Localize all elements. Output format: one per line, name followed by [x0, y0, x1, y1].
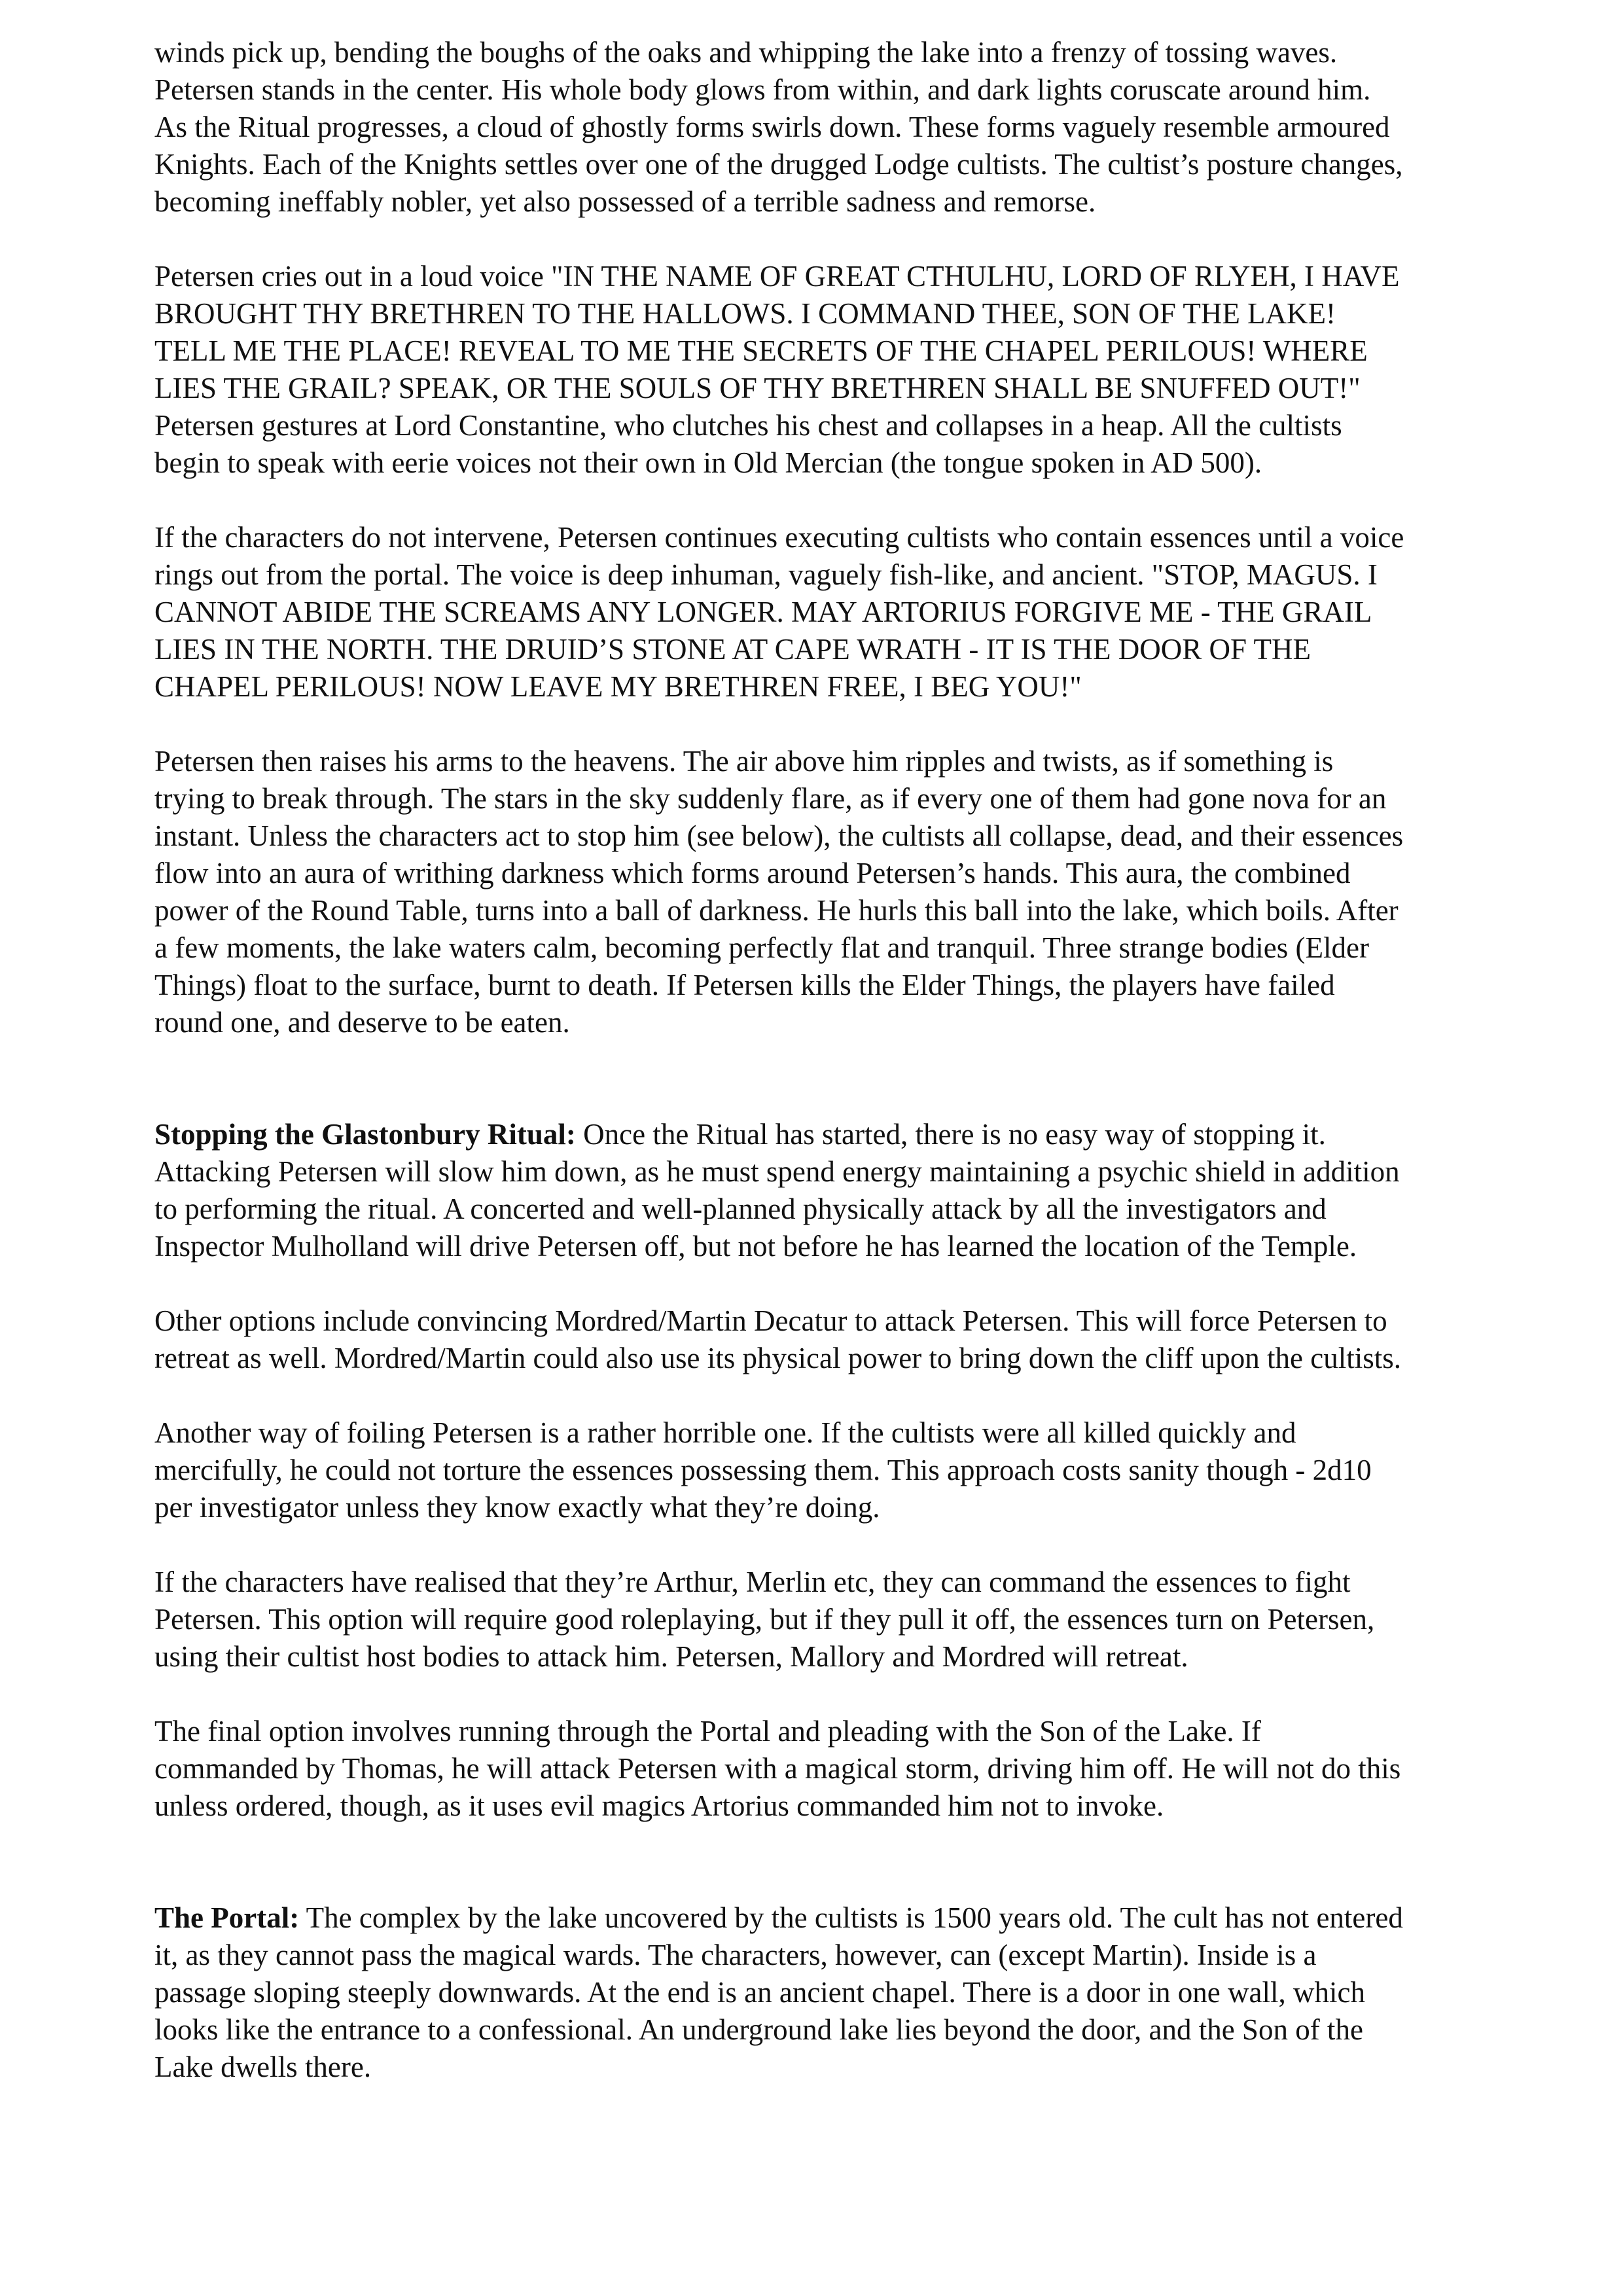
text-line: per investigator unless they know exactly what they’re doing.	[154, 1491, 880, 1524]
text-line: Petersen gestures at Lord Constantine, who clutches his chest and collapses in a heap. All the cultists	[154, 409, 1342, 442]
text-line: Attacking Petersen will slow him down, as he must spend energy maintaining a psychic shield in addition	[154, 1155, 1400, 1188]
text-line: If the characters have realised that they’re Arthur, Merlin etc, they can command the essences to fight	[154, 1566, 1351, 1598]
text-line: rings out from the portal. The voice is deep inhuman, vaguely fish-like, and ancient. "STOP, MAGUS. I	[154, 558, 1378, 591]
text-line: power of the Round Table, turns into a ball of darkness. He hurls this ball into the lake, which boils. After	[154, 894, 1399, 927]
text-line: it, as they cannot pass the magical wards. The characters, however, can (except Martin). Inside is a	[154, 1939, 1317, 1971]
text-line: Petersen stands in the center. His whole body glows from within, and dark lights coruscate around him.	[154, 73, 1371, 106]
paragraph-ritual-climax	[154, 743, 1544, 1041]
paragraph-mordred-option	[154, 1302, 1544, 1377]
section-heading-the-portal: The Portal:	[154, 1901, 300, 1934]
text-line: BROUGHT THY BRETHREN TO THE HALLOWS. I COMMAND THEE, SON OF THE LAKE!	[154, 297, 1336, 330]
document-page	[154, 34, 1544, 2123]
text-line: As the Ritual progresses, a cloud of ghostly forms swirls down. These forms vaguely resemble armoured	[154, 111, 1390, 143]
text-line: LIES IN THE NORTH. THE DRUID’S STONE AT CAPE WRATH - IT IS THE DOOR OF THE	[154, 633, 1311, 666]
text-line: Other options include convincing Mordred/Martin Decatur to attack Petersen. This will force Petersen to	[154, 1304, 1387, 1337]
text-run: The complex by the lake uncovered by the cultists is 1500 years old. The cult has not entered	[299, 1901, 1403, 1934]
text-line: Inspector Mulholland will drive Petersen off, but not before he has learned the location of the Temple.	[154, 1230, 1357, 1263]
text-line: using their cultist host bodies to attack him. Petersen, Mallory and Mordred will retreat.	[154, 1640, 1188, 1673]
text-run: Once the Ritual has started, there is no easy way of stopping it.	[575, 1118, 1326, 1151]
text-line	[154, 1116, 1544, 1153]
paragraph-petersen-cry	[154, 258, 1544, 482]
paragraph-ritual-scene	[154, 34, 1544, 221]
text-line: mercifully, he could not torture the essences possessing them. This approach costs sanity though - 2d10	[154, 1454, 1372, 1486]
text-line: TELL ME THE PLACE! REVEAL TO ME THE SECRETS OF THE CHAPEL PERILOUS! WHERE	[154, 334, 1368, 367]
text-line: flow into an aura of writhing darkness which forms around Petersen’s hands. This aura, the combined	[154, 857, 1351, 889]
text-line: Petersen. This option will require good roleplaying, but if they pull it off, the essences turn on Petersen,	[154, 1603, 1375, 1636]
text-line: Things) float to the surface, burnt to death. If Petersen kills the Elder Things, the players have failed	[154, 969, 1335, 1001]
text-line: unless ordered, though, as it uses evil magics Artorius commanded him not to invoke.	[154, 1789, 1164, 1822]
paragraph-stopping-ritual	[154, 1116, 1544, 1265]
text-line: looks like the entrance to a confessional. An underground lake lies beyond the door, and the Son of the	[154, 2013, 1363, 2046]
paragraph-command-essences	[154, 1564, 1544, 1676]
text-line: Knights. Each of the Knights settles over one of the drugged Lodge cultists. The cultist’s posture changes,	[154, 148, 1403, 181]
text-line: Lake dwells there.	[154, 2051, 372, 2083]
section-heading-stopping-ritual: Stopping the Glastonbury Ritual:	[154, 1118, 576, 1151]
text-line: CHAPEL PERILOUS! NOW LEAVE MY BRETHREN FREE, I BEG YOU!"	[154, 670, 1082, 703]
paragraph-the-portal	[154, 1899, 1544, 2086]
text-line: commanded by Thomas, he will attack Petersen with a magical storm, driving him off. He will not do this	[154, 1752, 1401, 1785]
text-line: Petersen then raises his arms to the heavens. The air above him ripples and twists, as if something is	[154, 745, 1334, 778]
text-line	[154, 1899, 1544, 1937]
text-line: to performing the ritual. A concerted and well-planned physically attack by all the investigators and	[154, 1193, 1327, 1225]
text-line: If the characters do not intervene, Petersen continues executing cultists who contain essences until a voice	[154, 521, 1404, 554]
paragraph-killing-option	[154, 1414, 1544, 1526]
text-line: a few moments, the lake waters calm, becoming perfectly flat and tranquil. Three strange bodies (Elder	[154, 931, 1369, 964]
paragraph-portal-voice	[154, 519, 1544, 706]
text-line: trying to break through. The stars in the sky suddenly flare, as if every one of them had gone nova for an	[154, 782, 1387, 815]
paragraph-final-option	[154, 1713, 1544, 1825]
text-line: winds pick up, bending the boughs of the oaks and whipping the lake into a frenzy of tossing waves.	[154, 36, 1338, 69]
text-line: becoming ineffably nobler, yet also possessed of a terrible sadness and remorse.	[154, 185, 1096, 218]
text-line: The final option involves running through the Portal and pleading with the Son of the Lake. If	[154, 1715, 1261, 1748]
text-line: instant. Unless the characters act to stop him (see below), the cultists all collapse, dead, and their essences	[154, 819, 1404, 852]
text-line: begin to speak with eerie voices not their own in Old Mercian (the tongue spoken in AD 500).	[154, 446, 1262, 479]
text-line: Another way of foiling Petersen is a rather horrible one. If the cultists were all killed quickly and	[154, 1416, 1296, 1449]
text-line: passage sloping steeply downwards. At the end is an ancient chapel. There is a door in one wall, which	[154, 1976, 1365, 2009]
text-line: LIES THE GRAIL? SPEAK, OR THE SOULS OF THY BRETHREN SHALL BE SNUFFED OUT!"	[154, 372, 1361, 404]
text-line: retreat as well. Mordred/Martin could also use its physical power to bring down the cliff upon the cultists.	[154, 1342, 1402, 1374]
text-line: round one, and deserve to be eaten.	[154, 1006, 570, 1039]
text-line: CANNOT ABIDE THE SCREAMS ANY LONGER. MAY ARTORIUS FORGIVE ME - THE GRAIL	[154, 596, 1372, 628]
text-line: Petersen cries out in a loud voice "IN THE NAME OF GREAT CTHULHU, LORD OF RLYEH, I HAVE	[154, 260, 1400, 293]
